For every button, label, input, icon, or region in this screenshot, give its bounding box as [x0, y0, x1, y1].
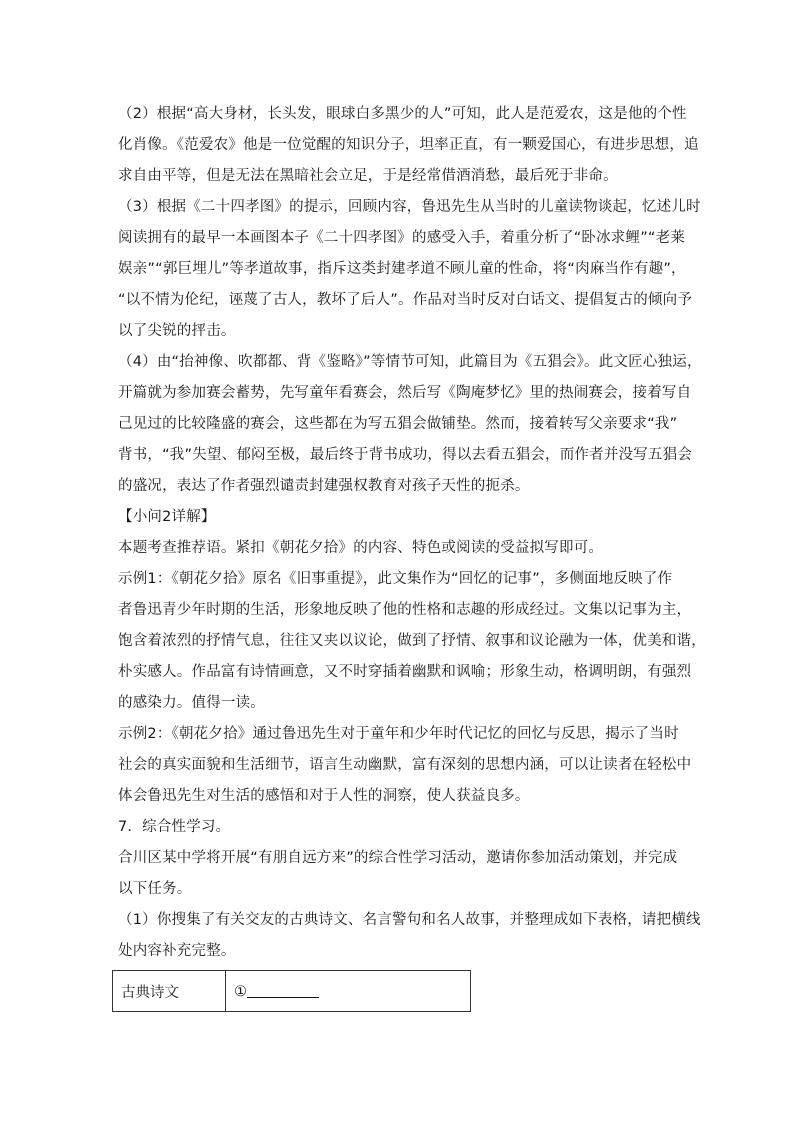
answer-marker: ① [234, 983, 247, 1000]
answer-blank[interactable] [247, 983, 319, 998]
text-line: 示例1：《朝花夕拾》原名《旧事重提》，此文集作为“回忆的记事”，多侧面地反映了作 [118, 571, 673, 587]
text-line: 开篇就为参加赛会蓄势，先写童年看赛会，然后写《陶庵梦忆》里的热闹赛会，接着写自 [118, 385, 692, 401]
text-line: 求自由平等，但是无法在黑暗社会立足，于是经常借酒消愁，最后死于非命。 [118, 168, 618, 184]
text-line: 娱亲”“郭巨埋儿”等孝道故事，指斥这类封建孝道不顾儿童的性命，将“肉麻当作有趣”， [118, 261, 686, 277]
text-line: 己见过的比较隆盛的赛会，这些都在为写五猖会做铺垫。然而，接着转写父亲要求“我” [118, 416, 678, 432]
text-line: （2）根据“高大身材，长头发，眼球白多黑少的人”可知，此人是范爱农，这是他的个性 [118, 106, 687, 122]
text-line: 阅读拥有的最早一本画图本子《二十四孝图》的感受入手，着重分析了“卧冰求鲤”“老莱 [118, 230, 686, 246]
table-cell-label: 古典诗文 [113, 971, 226, 1012]
text-line: 体会鲁迅先生对生活的感悟和对于人性的洞察，使人获益良多。 [118, 788, 530, 804]
text-line: 的感染力。值得一读。 [118, 695, 265, 711]
text-line: 处内容补充完整。 [118, 943, 236, 959]
text-line: 者鲁迅青少年时期的生活，形象地反映了他的性格和志趣的形成经过。文集以记事为主， [118, 602, 692, 618]
text-line: 社会的真实面貌和生活细节，语言生动幽默，富有深刻的思想内涵，可以让读者在轻松中 [118, 757, 692, 773]
answer-table [112, 970, 471, 1012]
section-heading: 【小问2详解】 [118, 509, 216, 525]
text-line: 示例2：《朝花夕拾》通过鲁迅先生对于童年和少年时代记忆的回忆与反思，揭示了当时 [118, 726, 679, 742]
table-row [113, 971, 471, 1012]
text-line: （3）根据《二十四孝图》的提示，回顾内容，鲁迅先生从当时的儿童读物谈起，忆述儿时 [118, 199, 701, 215]
text-line: 本题考查推荐语。紧扣《朝花夕拾》的内容、特色或阅读的受益拟写即可。 [118, 540, 604, 556]
text-line: 朴实感人。作品富有诗情画意，又不时穿插着幽默和讽喻；形象生动，格调明朗，有强烈 [118, 664, 692, 680]
text-line: 背书，“我”失望、郁闷至极，最后终于背书成功，得以去看五猖会，而作者并没写五猖会 [118, 447, 693, 463]
text-line: 合川区某中学将开展“有朋自远方来”的综合性学习活动，邀请你参加活动策划，并完成 [118, 850, 678, 866]
text-line: （4）由“抬神像、吹都都、背《鉴略》”等情节可知，此篇目为《五猖会》。此文匠心独运， [118, 354, 702, 370]
text-line: “以不情为伦纪，诬蔑了古人，教坏了后人”。作品对当时反对白话文、提倡复古的倾向予 [118, 292, 693, 308]
text-line: 以下任务。 [118, 881, 192, 897]
text-line: （1）你搜集了有关交友的古典诗文、名言警句和名人故事，并整理成如下表格，请把横线 [118, 912, 701, 928]
text-line: 饱含着浓烈的抒情气息，往往又夹以议论，做到了抒情、叙事和议论融为一体，优美和谐， [118, 633, 706, 649]
text-line: 化肖像。《范爱农》他是一位觉醒的知识分子，坦率正直，有一颗爱国心，有进步思想，追 [118, 137, 699, 153]
text-line: 的盛况，表达了作者强烈谴责封建强权教育对孩子天性的扼杀。 [118, 478, 530, 494]
table-cell-answer[interactable] [226, 971, 471, 1012]
question-heading: 7．综合性学习。 [118, 819, 231, 835]
text-line: 以了尖锐的抨击。 [118, 323, 236, 339]
